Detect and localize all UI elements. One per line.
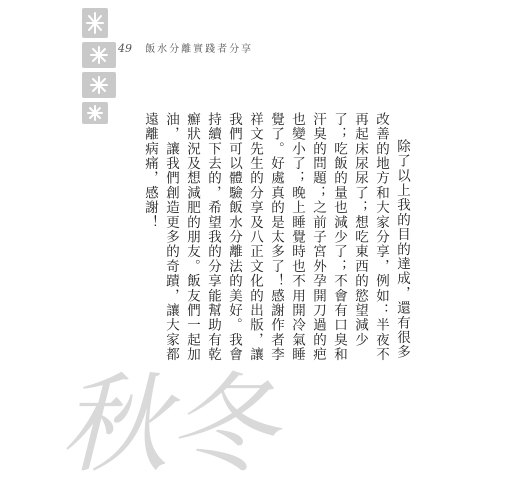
page-header: [118, 40, 253, 55]
watermark-text: 秋冬: [60, 363, 277, 488]
autumn-winter-watermark: [60, 350, 310, 495]
body-text: [139, 112, 412, 362]
page-number: 49: [118, 42, 132, 55]
header-title: 飯水分離實踐者分享: [145, 44, 254, 55]
snowflake-ornament: [80, 6, 120, 126]
paragraph: 除了以上我的目的達成，還有很多改善的地方和大家分享，例如：半夜不再起床尿尿了；想吃東西的慾望減少了；吃飯的量也減少了；不會有口臭和汗臭的問題；之前子宮外孕開刀過的疤也變小了；晚上睡覺時也不用開冷氣睡覺了。好處真的是太多了！感謝作者李祥文先生的分享及八正文化的出版，讓我們可以體驗飯水分離法的美好。我會持續下去的，希望我的分享能幫助有乾癬狀況及想減肥的朋友。飯友們一起加油，讓我們創造更多的奇蹟，讓大家都遠離病痛，感謝！: [142, 112, 410, 362]
